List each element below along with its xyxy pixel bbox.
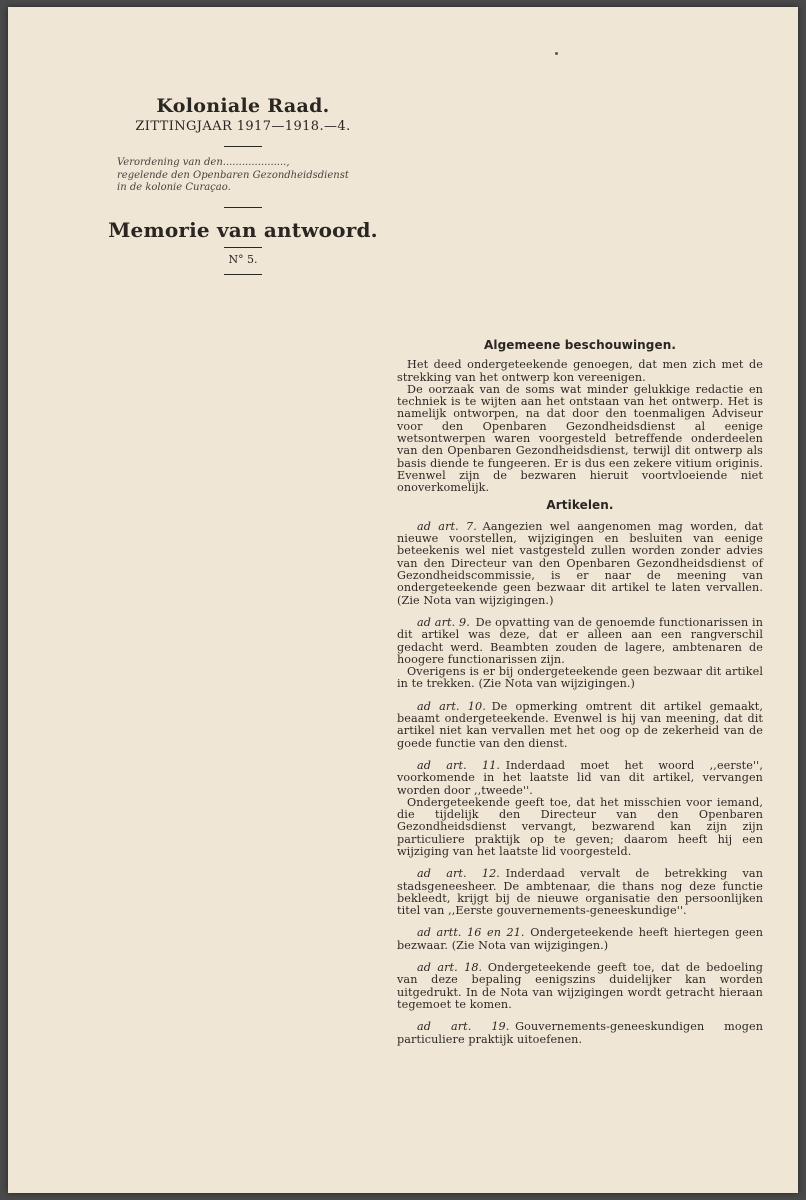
section-heading-articles: Artikelen.: [546, 497, 614, 512]
article-reference: ad art. 10.: [417, 699, 486, 713]
article-text: Gouvernements-geneeskundigen mogen particuliere praktijk uitoefenen.: [397, 1020, 763, 1046]
article-paragraph: [397, 927, 763, 952]
article-paragraph: [397, 617, 763, 666]
ordinance-line: Verordening van den....................,: [117, 157, 290, 168]
paragraph: Het deed ondergeteekende genoegen, dat men zich met de strekking van het ontwerp kon vereenigen.: [397, 358, 763, 384]
document-page: [8, 7, 798, 1193]
divider: [224, 146, 262, 147]
article-reference: ad art. 18.: [417, 961, 483, 975]
article-block: [397, 962, 763, 1011]
article-reference: ad art. 12.: [417, 867, 500, 881]
article-paragraph: [397, 521, 763, 607]
article-block: [397, 1021, 763, 1046]
document-body: [397, 339, 763, 1056]
article-text: Overigens is er bij ondergeteekende geen bezwaar dit artikel in te trekken. (Zie Nota van wijzigingen.): [397, 665, 763, 691]
article-paragraph: [397, 797, 763, 858]
article-paragraph: [397, 962, 763, 1011]
article-block: [397, 927, 763, 952]
section-heading-general: Algemeene beschouwingen.: [483, 338, 677, 352]
article-text: Ondergeteekende geeft toe, dat het misschien voor iemand, die tijdelijk den Directeur van den Openbaren Gezondheidsdienst vervangt, bezwarend kan zijn zijn particuliere praktijk op te geven; daarom heeft hij een wijziging van het laatste lid voorgesteld.: [397, 795, 763, 858]
article-text: Ondergeteekende geeft toe, dat de bedoeling van deze bepaling eenigszins duidelijker kan worden uitgedrukt. In de Nota van wijzigingen wordt getracht hieraan tegemoet te komen.: [397, 961, 764, 1011]
ordinance-line: in de kolonie Curaçao.: [117, 182, 231, 193]
article-block: [397, 868, 763, 917]
article-reference: ad art. 19.: [417, 1020, 510, 1034]
ordinance-line: regelende den Openbaren Gezondheidsdienst: [117, 169, 349, 181]
article-reference: ad artt. 16 en 21.: [417, 926, 525, 940]
article-block: [397, 617, 763, 691]
divider: [224, 207, 262, 208]
article-text: Ondergeteekende heeft hiertegen geen bezwaar. (Zie Nota van wijzigingen.): [397, 926, 764, 952]
session-year: ZITTINGJAAR 1917—1918.—4.: [135, 119, 351, 134]
document-header: [103, 95, 383, 275]
article-paragraph: [397, 701, 763, 750]
article-reference: ad art. 11.: [417, 758, 501, 772]
article-reference: ad art. 9.: [417, 615, 470, 629]
article-text: De opvatting van de genoemde functionarissen in dit artikel was deze, dat er alleen aan een rangverschil gedacht werd. Beambten zouden de lagere, ambtenaren de hoogere functionarissen zijn.: [397, 615, 763, 666]
article-paragraph: [397, 868, 763, 917]
article-text: Aangezien wel aangenomen mag worden, dat nieuwe voorstellen, wijzigingen en besluiten van eenige beteekenis wel niet vastgesteld zullen worden zonder advies van den Directeur van den Openbaren Gezondheidsdienst of Gezondheidscommissie, is er naar de meening van ondergeteekende geen bezwaar dit artikel te laten vervallen. (Zie Nota van wijzigingen.): [397, 519, 764, 607]
document-type: Memorie van antwoord.: [108, 217, 378, 242]
articles-list: [397, 521, 763, 1046]
article-text: Inderdaad moet het woord ,,eerste'', voorkomende in het laatste lid van dit artikel, vervangen worden door ,,tweede''.: [397, 758, 763, 797]
article-block: [397, 521, 763, 607]
article-paragraph: [397, 666, 763, 691]
divider: [224, 247, 262, 248]
divider: [224, 274, 262, 275]
article-text: De opmerking omtrent dit artikel gemaakt, beaamt ondergeteekende. Evenwel is hij van meening, dat dit artikel niet kan vervallen met het oog op de zekerheid van de goede functie van den dienst.: [397, 699, 764, 750]
speck: [555, 52, 558, 55]
article-paragraph: [397, 760, 763, 797]
article-reference: ad art. 7.: [417, 519, 477, 533]
ordinance-description: [117, 157, 383, 195]
article-text: Inderdaad vervalt de betrekking van stadsgeneesheer. De ambtenaar, die thans nog deze functie bekleedt, krijgt bij de nieuwe organisatie den persoonlijken titel van ,,Eerste gouvernements-geneeskundige''.: [397, 867, 763, 918]
article-block: [397, 760, 763, 858]
paragraph: De oorzaak van de soms wat minder gelukkige redactie en techniek is te wijten aan het ontstaan van het ontwerp. Het is namelijk ontworpen, na dat door den toenmaligen Adviseur voor den Openbaren Gezondheidsdienst al eenige wetsontwerpen waren voorgesteld betreffende onderdeelen van den Openbaren Gezondheidsdienst, terwijl dit ontwerp als basis diende te fungeeren. Er is dus een zekere vitium originis. Evenwel zijn de bezwaren hieruit voortvloeiende niet onoverkomelijk.: [397, 382, 763, 495]
article-paragraph: [397, 1021, 763, 1046]
article-block: [397, 701, 763, 750]
council-title: Koloniale Raad.: [156, 95, 330, 117]
document-number: N° 5.: [228, 252, 258, 266]
